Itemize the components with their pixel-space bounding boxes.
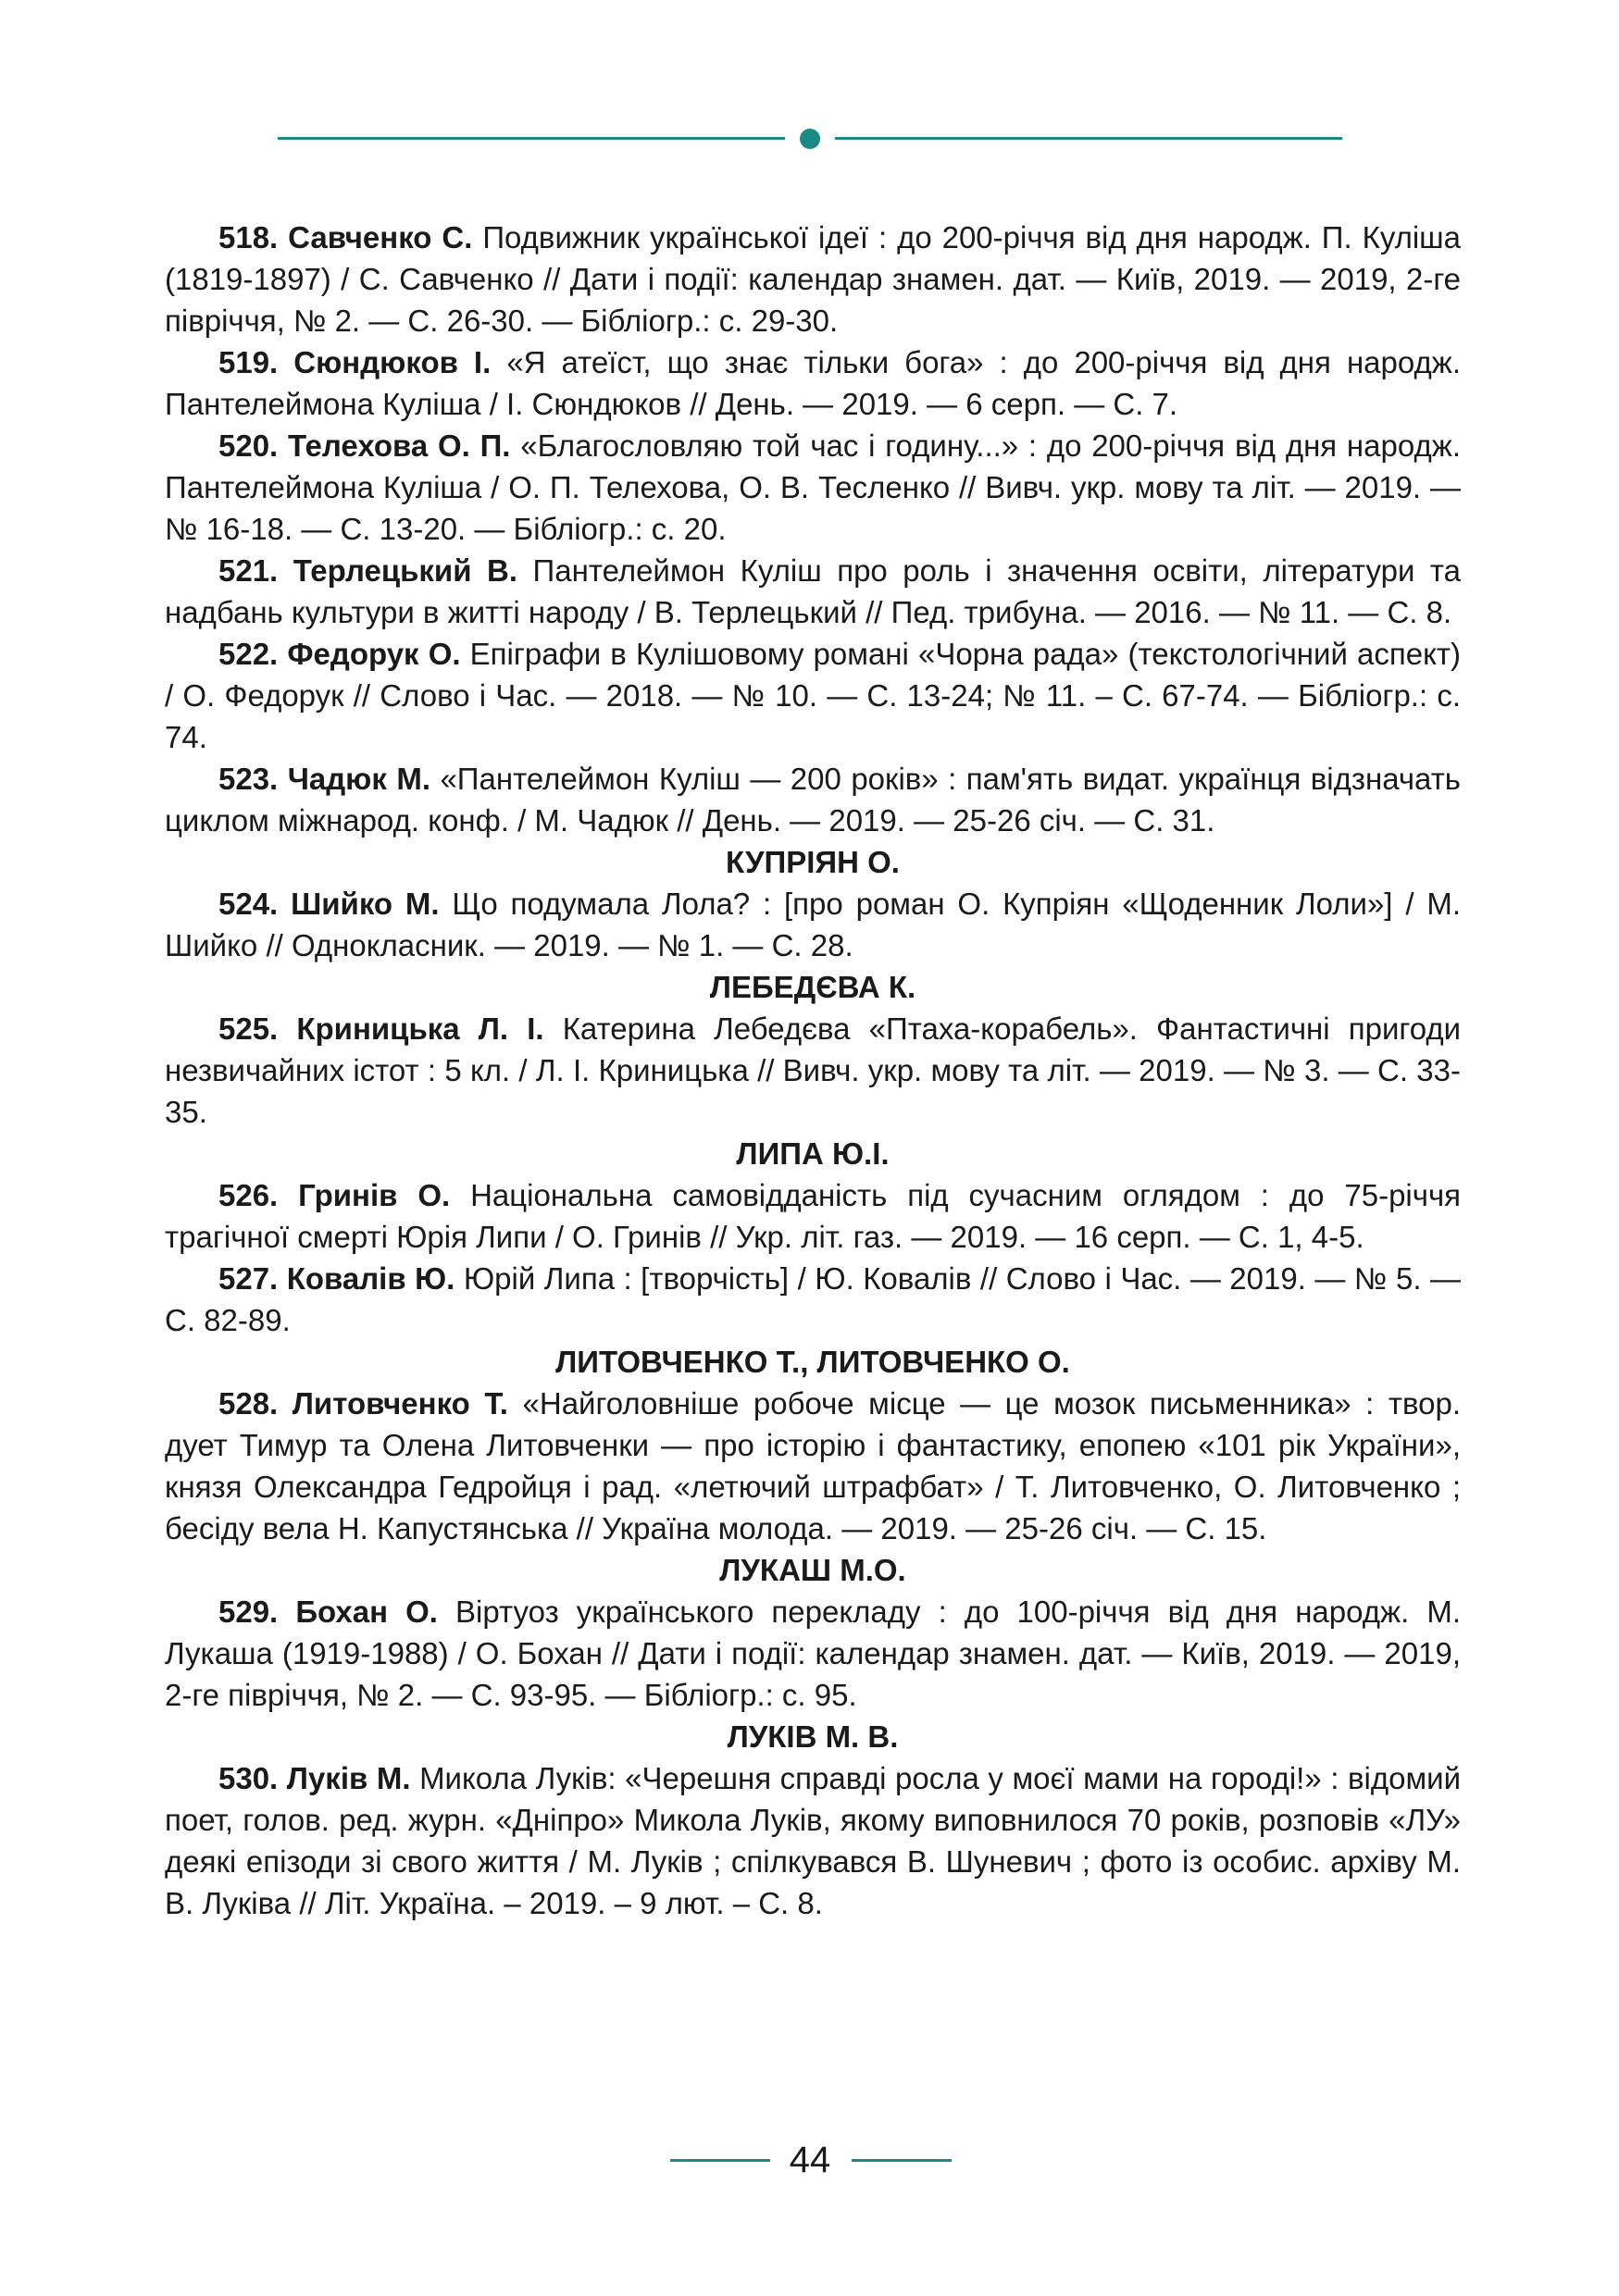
entry-text: «Я атеїст, що знає тільки бога» : до 200-річчя від дня народж. Пантелеймона Куліша / І. Сюндюков // День. — 2019. — 6 серп. — С. 7.	[165, 345, 1461, 421]
entry-text: Пантелеймон Куліш про роль і значення освіти, літератури та надбань культури в житті народу / В. Терлецький // Пед. трибуна. — 2016. — № 11. — С. 8.	[165, 553, 1462, 629]
bibliography-entry	[165, 341, 1461, 425]
bibliography-entry	[165, 1757, 1461, 1924]
entry-author: Бохан О.	[295, 1595, 438, 1629]
section-heading: ЛУКІВ М. В.	[727, 1719, 899, 1754]
entry-number: 519.	[218, 345, 279, 379]
top-rule-dot	[800, 129, 820, 149]
bibliography-entry	[165, 883, 1461, 966]
entry-author: Литовченко Т.	[292, 1386, 508, 1421]
footer-rule-right	[852, 2159, 952, 2162]
entry-number: 525.	[218, 1011, 279, 1046]
bibliography-entry	[165, 1258, 1461, 1341]
entry-author: Шийко М.	[291, 887, 440, 921]
entry-author: Луків М.	[286, 1761, 411, 1795]
top-rule-right-line	[835, 137, 1342, 140]
entry-number: 528.	[218, 1386, 279, 1421]
entry-text: «Благословляю той час і годину...» : до 200-річчя від дня народж. Пантелеймона Куліша / О. П. Телехова, О. В. Тесленко // Вивч. укр. мову та літ. — 2019. — № 16-18. — С. 13-20. — Бібліогр.: с. 20.	[165, 428, 1461, 546]
entry-text: Що подумала Лола? : [про роман О. Купріян «Щоденник Лоли»] / М. Шийко // Однокласник. — 2019. — № 1. — С. 28.	[165, 887, 1461, 962]
footer-rule-left	[670, 2159, 770, 2162]
entry-author: Федорук О.	[287, 637, 461, 671]
entry-author: Сюндюков І.	[293, 345, 492, 379]
bibliography-entry	[165, 1174, 1461, 1258]
entry-text: Юрій Липа : [творчість] / Ю. Ковалів // Слово і Час. — 2019. — № 5. — С. 82-89.	[165, 1261, 1462, 1337]
top-rule-left-line	[278, 137, 785, 140]
section-heading: ЛИПА Ю.І.	[736, 1136, 890, 1171]
page-number: 44	[789, 2140, 831, 2180]
entry-text: «Пантелеймон Куліш — 200 років» : пам'ять видат. українця відзначать циклом міжнарод. конф. / М. Чадюк // День. — 2019. — 25-26 січ. — С. 31.	[165, 762, 1461, 838]
entry-number: 524.	[218, 887, 279, 921]
section-heading: КУПРІЯН О.	[726, 845, 900, 879]
entry-text: Катерина Лебедєва «Птаха-корабель». Фантастичні пригоди незвичайних істот : 5 кл. / Л. І. Криницька // Вивч. укр. мову та літ. — 2019. — № 3. — С. 33-35.	[165, 1011, 1462, 1129]
entry-author: Чадюк М.	[287, 762, 430, 796]
bibliography-entry	[165, 1591, 1461, 1716]
bibliography-entry	[165, 425, 1461, 550]
entry-text: «Найголовніше робоче місце — це мозок письменника» : твор. дует Тимур та Олена Литовченки — про історію і фантастику, епопею «101 рік України», князя Олександра Гедройця і рад. «летючий штрафбат» / Т. Литовченко, О. Литовченко ; бесіду вела Н. Капустянська // Україна молода. — 2019. — 25-26 січ. — С. 15.	[165, 1386, 1462, 1545]
section-heading: ЛИТОВЧЕНКО Т., ЛИТОВЧЕНКО О.	[555, 1345, 1070, 1379]
entry-author: Криницька Л. І.	[296, 1011, 544, 1046]
entry-number: 527.	[218, 1261, 279, 1296]
entry-number: 529.	[218, 1595, 279, 1629]
entry-number: 521.	[218, 553, 279, 588]
entry-number: 520.	[218, 428, 279, 463]
entry-text: Подвижник української ідеї : до 200-річчя від дня народж. П. Куліша (1819-1897) / С. Савченко // Дати і події: календар знамен. дат. — Київ, 2019. — 2019, 2-ге півріччя, № 2. — С. 26-30. — Бібліогр.: с. 29-30.	[165, 220, 1462, 338]
bibliography-list	[165, 217, 1461, 1924]
entry-author: Телехова О. П.	[288, 428, 511, 463]
entry-author: Терлецький В.	[293, 553, 518, 588]
entry-author: Гринів О.	[298, 1178, 451, 1212]
entry-number: 523.	[218, 762, 279, 796]
bibliography-entry	[165, 1008, 1461, 1133]
section-heading: ЛУКАШ М.О.	[719, 1553, 906, 1587]
entry-author: Савченко С.	[288, 220, 473, 254]
section-heading: ЛЕБЕДЄВА К.	[709, 970, 916, 1004]
top-decorative-rule	[278, 131, 1342, 146]
bibliography-entry	[165, 217, 1461, 341]
entry-number: 522.	[218, 637, 279, 671]
entry-number: 526.	[218, 1178, 279, 1212]
bibliography-entry	[165, 550, 1461, 633]
bibliography-entry	[165, 1383, 1461, 1549]
entry-text: Микола Луків: «Черешня справді росла у моєї мами на городі!» : відомий поет, голов. ред. журн. «Дніпро» Микола Луків, якому виповнилося 70 років, розповів «ЛУ» деякі епізоди зі свого життя / М. Луків ; спілкувався В. Шуневич ; фото із особис. архіву М. В. Луківа // Літ. Україна. – 2019. – 9 лют. – С. 8.	[165, 1761, 1461, 1920]
entry-text: Віртуоз українського перекладу : до 100-річчя від дня народж. М. Лукаша (1919-1988) / О. Бохан // Дати і події: календар знамен. дат. — Київ, 2019. — 2019, 2-ге півріччя, № 2. — С. 93-95. — Бібліогр.: с. 95.	[165, 1595, 1462, 1712]
entry-text: Національна самовідданість під сучасним оглядом : до 75-річчя трагічної смерті Юрія Липи / О. Гринів // Укр. літ. газ. — 2019. — 16 серп. — С. 1, 4-5.	[165, 1178, 1462, 1254]
bibliography-entry	[165, 758, 1461, 841]
entry-author: Ковалів Ю.	[286, 1261, 455, 1296]
entry-number: 518.	[218, 220, 279, 254]
entry-text: Епіграфи в Кулішовому романі «Чорна рада» (текстологічний аспект) / О. Федорук // Слово і Час. — 2018. — № 10. — С. 13-24; № 11. – С. 67-74. — Бібліогр.: с. 74.	[165, 637, 1462, 754]
page-footer	[0, 2138, 1619, 2182]
bibliography-entry	[165, 633, 1461, 758]
entry-number: 530.	[218, 1761, 279, 1795]
